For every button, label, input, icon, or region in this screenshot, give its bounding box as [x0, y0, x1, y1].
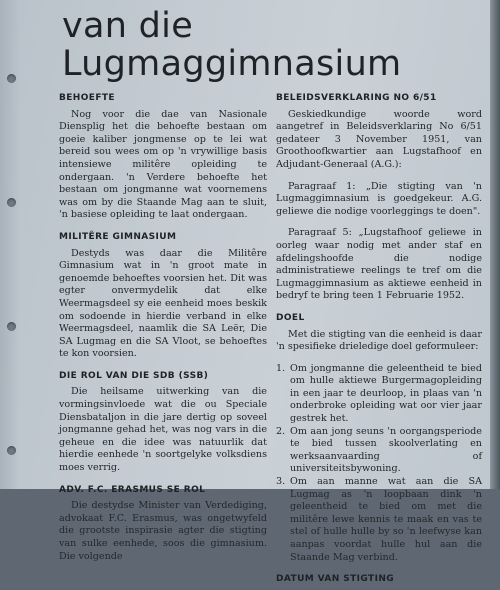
list-item [276, 476, 482, 564]
section-heading-milit-re-gimnasium: MILITÊRE GIMNASIUM [59, 231, 177, 242]
left-column [59, 92, 267, 572]
section-heading-beleidsverklaring-no-6-51: BELEIDSVERKLARING NO 6/51 [276, 93, 437, 103]
list-item-number: 2. [276, 425, 286, 437]
list-item [276, 363, 482, 426]
section-heading-die-rol-van-die-sdb-ssb: DIE ROL VAN DIE SDB (SSB) [59, 370, 209, 381]
section-paragraph: Destyds was daar die Militêre Gimnasium wat in 'n groot mate in genoemde behoeftes voorsien het. Dit was egter onvermydelik dat elke Weermagsdeel sy eie eenheid moes beskik om sodoende in hierdie verband in elke Weermagsdeel, naamlik die SA Leër, Die SA Lugmag en die SA Vloot, se behoeftes te kon voorsien. [59, 247, 267, 360]
section-paragraph: Die heilsame uitwerking van die vormingsinvloede wat die ou Speciale Diensbataljon in die jare dertig op soveel jongmanne gehad het, was nog vars in die geheue en die idee was natuurlik dat hierdie eenhede 'n soortgelyke volksdiens moes verrig. [59, 386, 267, 474]
list-item-text: Om aan manne wat aan die SA Lugmag as 'n loopbaan dink 'n geleentheid te bied om met die militêre lewe kennis te maak en vas te stel of hulle hulle by so 'n leefwyse kan aanpas voordat hulle hul aan die Staande Mag verbind. [290, 476, 482, 563]
page-title-line-2: Lugmaggimnasium [62, 44, 402, 84]
binding-hole [7, 446, 16, 455]
numbered-list [276, 363, 482, 565]
section-paragraph: Nog voor die dae van Nasionale Diensplig het die behoefte bestaan om goeie kaliber jongmense op te lei wat bereid sou wees om op 'n vrywillige basis intensiewe militêre opleiding te ondergaan. 'n Verdere behoefte het bestaan om jongmanne wat voornemens was om by die Staande Mag aan te sluit, 'n basiese opleiding te laat ondergaan. [59, 108, 267, 221]
page-title-line-1: van die [62, 6, 194, 46]
section-paragraph: Met die stigting van die eenheid is daar 'n spesifieke drieledige doel geformuleer: [276, 328, 482, 353]
section-heading-doel: DOEL [276, 312, 305, 323]
section-paragraph: Paragraaf 5: „Lugstafhoof geliewe in oorleg waar nodig met ander staf en afdelingshoofde die nodige administratiewe reelings te tref om die Lugmaggimnasium as aktiewe eenheid in bedryf te bring teen 1 Februarie 1952. [276, 227, 482, 302]
list-item-number: 3. [276, 476, 286, 488]
list-item-number: 1. [276, 362, 286, 374]
section-paragraph: Die destydse Minister van Verdediging, advokaat F.C. Erasmus, was ongetwyfeld die grootste inspirasie agter die stigting van sulke eenhede, soos die gimnasium. Die volgende [59, 500, 267, 562]
section-heading-datum-van-stigting: DATUM VAN STIGTING [276, 574, 395, 585]
binding-hole [7, 322, 16, 331]
right-column [276, 92, 482, 590]
list-item [276, 426, 482, 476]
binding-hole [7, 74, 16, 83]
list-item-text: Om aan jong seuns 'n oorgangsperiode te bied tussen skoolverlating en werksaanvaarding of universiteitsbywoning. [290, 425, 482, 475]
list-item-text: Om jongmanne die geleentheid te bied om hulle aktiewe Burgermagopleiding in een jaar te deurloop, in plaas van 'n onderbroke opleiding wat oor vier jaar gestrek het. [290, 362, 482, 425]
section-heading-behoefte: BEHOEFTE [59, 93, 115, 103]
section-paragraph: Geskiedkundige woorde word aangetref in Beleidsverklaring No 6/51 gedateer 3 November 1951, van Groothoofkwartier aan Lugstafhoof en Adjudant-Generaal (A.G.): [276, 108, 482, 170]
page-edge-shadow [490, 0, 500, 489]
binding-hole [7, 198, 16, 207]
section-heading-adv-f-c-erasmus-se-rol: ADV. F.C. ERASMUS SE ROL [59, 484, 206, 495]
section-paragraph: Paragraaf 1: „Die stigting van 'n Lugmaggimnasium is goedgekeur. A.G. geliewe die nodige voorleggings te doen". [276, 180, 482, 217]
